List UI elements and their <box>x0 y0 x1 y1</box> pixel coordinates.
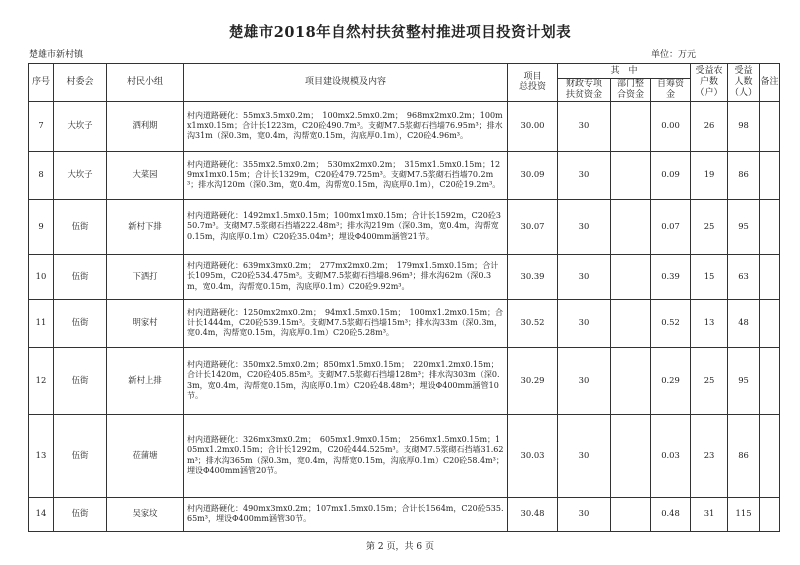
table-row <box>29 347 780 414</box>
cell-people: 63 <box>728 254 760 299</box>
cell-committee: 伍街 <box>54 254 107 299</box>
table-row <box>29 151 780 199</box>
cell-committee: 伍街 <box>54 347 107 414</box>
cell-group: 新村上排 <box>107 347 184 414</box>
table-row <box>29 199 780 254</box>
cell-people: 115 <box>728 497 760 531</box>
town-label: 楚雄市新村镇 <box>29 50 84 60</box>
cell-dept <box>611 347 651 414</box>
cell-total: 30.03 <box>508 414 558 497</box>
cell-self: 0.39 <box>651 254 691 299</box>
cell-group: 明家村 <box>107 299 184 347</box>
cell-dept <box>611 101 651 151</box>
cell-group: 大菜园 <box>107 151 184 199</box>
cell-finance: 30 <box>558 299 611 347</box>
header-of-which: 其 中 <box>558 64 691 79</box>
cell-self: 0.07 <box>651 199 691 254</box>
cell-notes <box>760 254 780 299</box>
cell-total: 30.09 <box>508 151 558 199</box>
header-total: 项目 总投资 <box>508 64 558 102</box>
cell-people: 86 <box>728 414 760 497</box>
cell-group: 下洒打 <box>107 254 184 299</box>
cell-finance: 30 <box>558 347 611 414</box>
cell-content: 村内道路硬化：1492mx1.5mx0.15m；100mx1mx0.15m；合计长1592m，C20砼350.7m³。支砌M7.5浆砌石挡墙222.48m³；排水沟219m（深0.3m，宽0.4m，沟帮宽0.15m，沟底厚0.1m）C20砼35.04m³；埋设Φ400mm涵管21节。 <box>184 199 508 254</box>
cell-households: 31 <box>691 497 728 531</box>
cell-people: 86 <box>728 151 760 199</box>
cell-people: 48 <box>728 299 760 347</box>
header-households: 受益农 户数 （户） <box>691 64 728 102</box>
cell-dept <box>611 414 651 497</box>
cell-content: 村内道路硬化：350mx2.5mx0.2m；850mx1.5mx0.15m； 220mx1.2mx0.15m；合计长1420m，C20砼405.85m³。支砌M7.5浆砌石挡墙128m³；排水沟303m（深0.3m，宽0.4m，沟帮宽0.15m，沟底厚0.1m）C20砼48.48m³；埋设Φ400mm涵管10节。 <box>184 347 508 414</box>
cell-committee: 大坎子 <box>54 101 107 151</box>
cell-notes <box>760 151 780 199</box>
cell-finance: 30 <box>558 497 611 531</box>
header-group: 村民小组 <box>107 64 184 102</box>
cell-seq: 9 <box>29 199 54 254</box>
cell-dept <box>611 254 651 299</box>
cell-dept <box>611 151 651 199</box>
cell-total: 30.39 <box>508 254 558 299</box>
cell-households: 26 <box>691 101 728 151</box>
cell-content: 村内道路硬化：326mx3mx0.2m； 605mx1.9mx0.15m； 256mx1.5mx0.15m；105mx1.2mx0.15m；合计长1292m，C20砼444.525m³。支砌M7.5浆砌石挡墙31.62m³；排水沟365m（深0.3m，宽0.4m，沟帮宽0.15m，沟底厚0.1m）C20砼58.4m³；埋设Φ400mm涵管20节。 <box>184 414 508 497</box>
cell-seq: 13 <box>29 414 54 497</box>
cell-households: 25 <box>691 199 728 254</box>
cell-committee: 伍街 <box>54 199 107 254</box>
header-dept: 部门整 合资金 <box>611 79 651 102</box>
cell-content: 村内道路硬化：490mx3mx0.2m；107mx1.5mx0.15m；合计长1564m，C20砼535.65m³，埋设Φ400mm涵管30节。 <box>184 497 508 531</box>
cell-committee: 大坎子 <box>54 151 107 199</box>
cell-committee: 伍街 <box>54 414 107 497</box>
header-self: 自筹资 金 <box>651 79 691 102</box>
cell-total: 30.52 <box>508 299 558 347</box>
cell-notes <box>760 414 780 497</box>
header-finance: 财政专项 扶贫资金 <box>558 79 611 102</box>
cell-self: 0.09 <box>651 151 691 199</box>
table-row <box>29 497 780 531</box>
cell-group: 洒利期 <box>107 101 184 151</box>
cell-total: 30.00 <box>508 101 558 151</box>
cell-seq: 14 <box>29 497 54 531</box>
cell-content: 村内道路硬化：355mx2.5mx0.2m； 530mx2mx0.2m； 315mx1.5mx0.15m；129mx1mx0.15m；合计长1329m，C20砼479.725m³。支砌M7.5浆砌石挡墙70.2m³；排水沟120m（深0.3m，宽0.4m，沟帮宽0.15m，沟底厚0.1m），C20砼19.2m³。 <box>184 151 508 199</box>
cell-seq: 11 <box>29 299 54 347</box>
page-number: 第 2 页，共 6 页 <box>366 542 434 552</box>
header-committee: 村委会 <box>54 64 107 102</box>
cell-people: 95 <box>728 199 760 254</box>
cell-group: 莅蒲塘 <box>107 414 184 497</box>
cell-households: 25 <box>691 347 728 414</box>
table-row <box>29 299 780 347</box>
cell-self: 0.48 <box>651 497 691 531</box>
cell-group: 新村下排 <box>107 199 184 254</box>
cell-notes <box>760 199 780 254</box>
header-content: 项目建设规模及内容 <box>184 64 508 102</box>
cell-notes <box>760 299 780 347</box>
cell-self: 0.00 <box>651 101 691 151</box>
cell-total: 30.29 <box>508 347 558 414</box>
cell-finance: 30 <box>558 101 611 151</box>
cell-self: 0.03 <box>651 414 691 497</box>
cell-group: 吴家坟 <box>107 497 184 531</box>
cell-notes <box>760 497 780 531</box>
table-row <box>29 254 780 299</box>
header-notes: 备注 <box>760 64 780 102</box>
cell-total: 30.07 <box>508 199 558 254</box>
cell-people: 95 <box>728 347 760 414</box>
cell-households: 13 <box>691 299 728 347</box>
cell-seq: 8 <box>29 151 54 199</box>
header-people: 受益 人数 （人） <box>728 64 760 102</box>
cell-seq: 7 <box>29 101 54 151</box>
cell-committee: 伍街 <box>54 299 107 347</box>
cell-finance: 30 <box>558 254 611 299</box>
cell-households: 23 <box>691 414 728 497</box>
cell-notes <box>760 101 780 151</box>
cell-households: 19 <box>691 151 728 199</box>
unit-label: 单位：万元 <box>651 50 697 60</box>
investment-plan-table <box>28 63 780 532</box>
cell-dept <box>611 299 651 347</box>
cell-dept <box>611 199 651 254</box>
page-title: 楚雄市2018年自然村扶贫整村推进项目投资计划表 <box>228 24 572 41</box>
header-seq: 序号 <box>29 64 54 102</box>
table-row <box>29 101 780 151</box>
cell-seq: 12 <box>29 347 54 414</box>
cell-households: 15 <box>691 254 728 299</box>
cell-total: 30.48 <box>508 497 558 531</box>
cell-content: 村内道路硬化：639mx3mx0.2m； 277mx2mx0.2m； 179mx1.5mx0.15m；合计长1095m，C20砼534.475m³。支砌M7.5浆砌石挡墙8.96m³；排水沟62m（深0.3m，宽0.4m，沟帮宽0.15m，沟底厚0.1m）C20砼9.92m³。 <box>184 254 508 299</box>
cell-dept <box>611 497 651 531</box>
cell-content: 村内道路硬化：1250mx2mx0.2m； 94mx1.5mx0.15m； 100mx1.2mx0.15m；合计长1444m，C20砼539.15m³。支砌M7.5浆砌石挡墙15m³；排水沟33m（深0.3m，宽0.4m，沟帮宽0.15m，沟底厚0.1m）C20砼5.28m³。 <box>184 299 508 347</box>
cell-committee: 伍街 <box>54 497 107 531</box>
cell-self: 0.52 <box>651 299 691 347</box>
cell-notes <box>760 347 780 414</box>
cell-seq: 10 <box>29 254 54 299</box>
cell-finance: 30 <box>558 199 611 254</box>
table-row <box>29 414 780 497</box>
cell-finance: 30 <box>558 414 611 497</box>
cell-people: 98 <box>728 101 760 151</box>
cell-self: 0.29 <box>651 347 691 414</box>
cell-content: 村内道路硬化：55mx3.5mx0.2m； 100mx2.5mx0.2m； 968mx2mx0.2m；100mx1mx0.15m；合计长1223m，C20砼490.7m³。支砌M7.5浆砌石挡墙76.95m³；排水沟31m（深0.3m，宽0.4m，沟帮宽0.15m，沟底厚0.1m），C20砼4.96m³。 <box>184 101 508 151</box>
cell-finance: 30 <box>558 151 611 199</box>
